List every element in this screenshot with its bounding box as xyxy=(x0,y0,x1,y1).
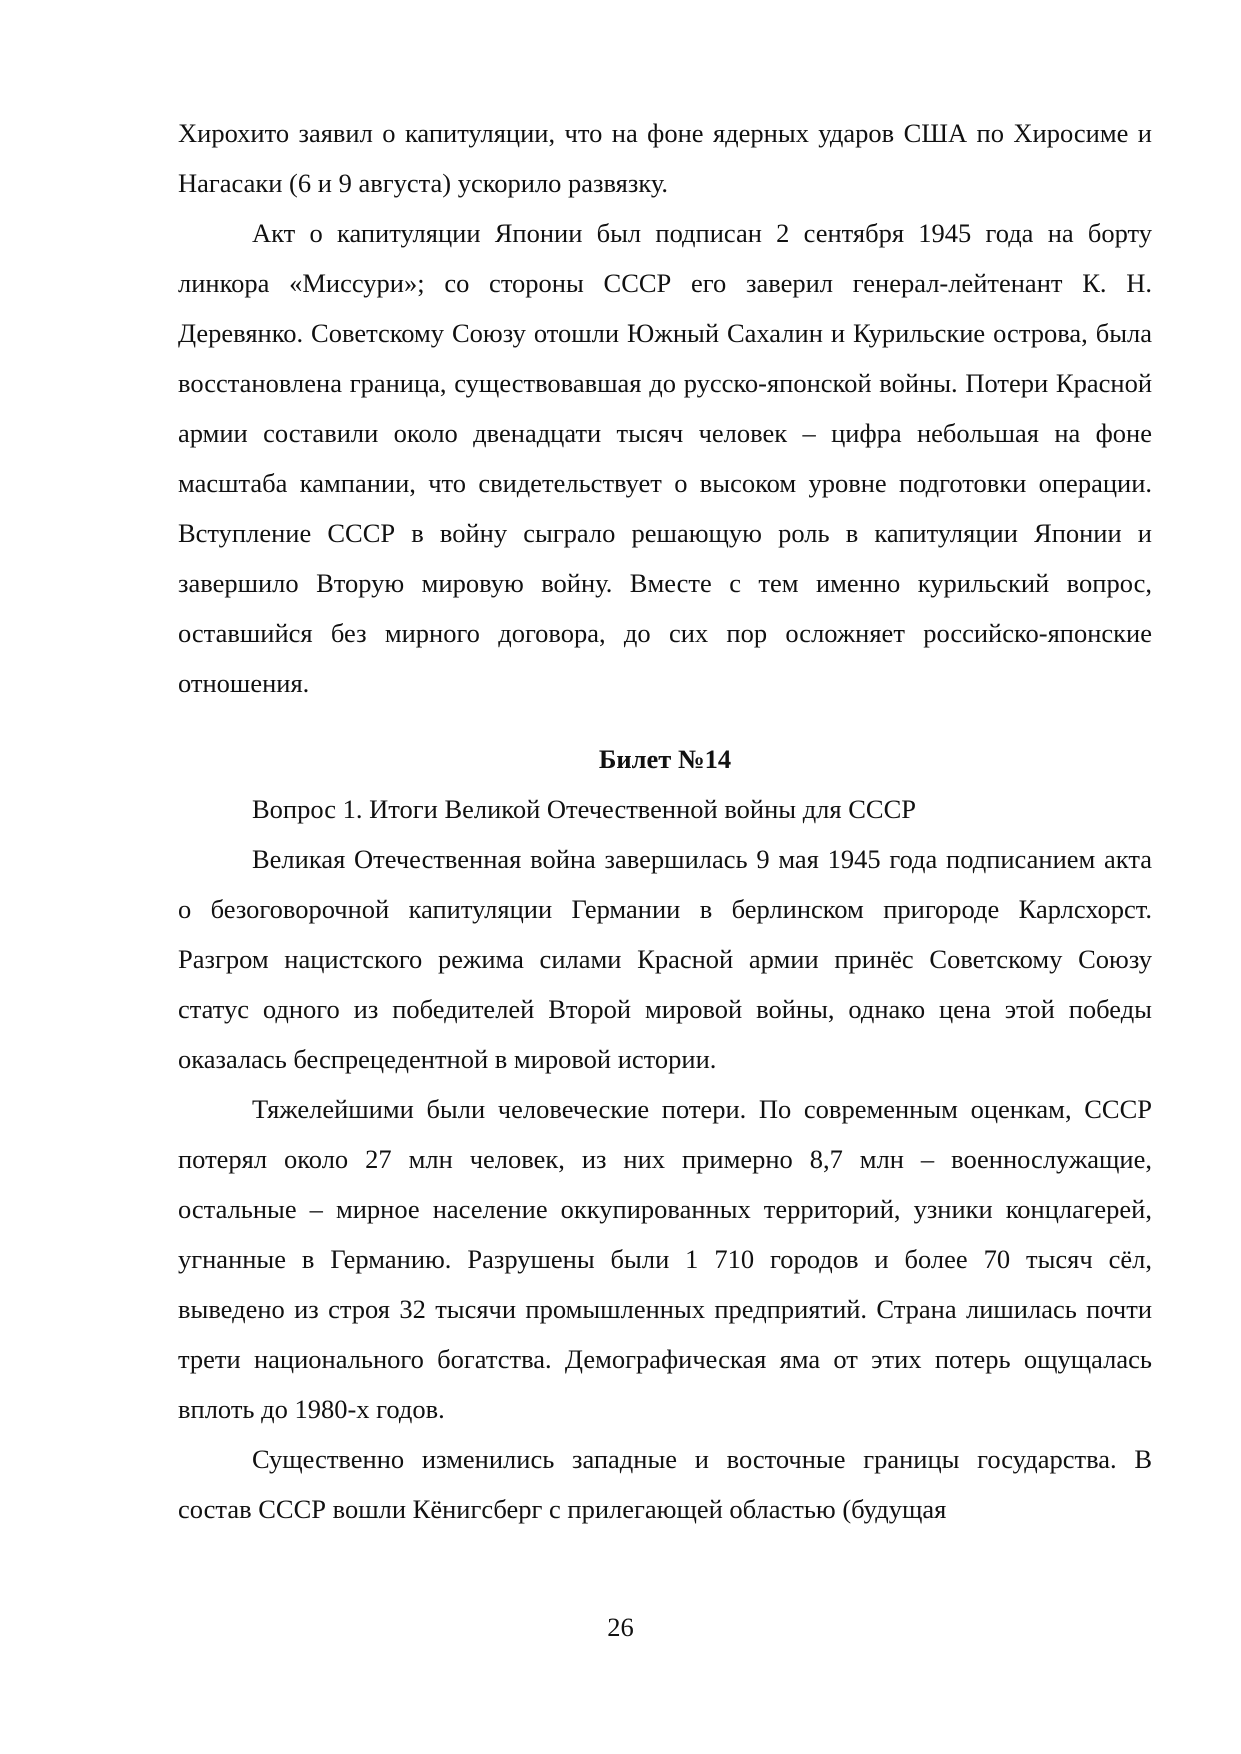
document-page xyxy=(178,108,1152,1534)
paragraph-losses: Тяжелейшими были человеческие потери. По современным оценкам, СССР потерял около 27 млн человек, из них примерно 8,7 млн – военнослужащие, остальные – мирное население оккупированных территорий, узники концлагерей, угнанные в Германию. Разрушены были 1 710 городов и более 70 тысяч сёл, выведено из строя 32 тысячи промышленных предприятий. Страна лишилась почти трети национального богатства. Демографическая яма от этих потерь ощущалась вплоть до 1980-х годов. xyxy=(178,1094,1152,1424)
page-number: 26 xyxy=(607,1612,634,1642)
paragraph-japan-surrender: Акт о капитуляции Японии был подписан 2 сентября 1945 года на борту линкора «Миссури»; со стороны СССР его заверил генерал-лейтенант К. Н. Деревянко. Советскому Союзу отошли Южный Сахалин и Курильские острова, была восстановлена граница, существовавшая до русско-японской войны. Потери Красной армии составили около двенадцати тысяч человек – цифра небольшая на фоне масштаба кампании, что свидетельствует о высоком уровне подготовки операции. Вступление СССР в войну сыграло решающую роль в капитуляции Японии и завершило Вторую мировую войну. Вместе с тем именно курильский вопрос, оставшийся без мирного договора, до сих пор осложняет российско-японские отношения. xyxy=(178,218,1152,698)
paragraph-continued: Хирохито заявил о капитуляции, что на фоне ядерных ударов США по Хиросиме и Нагасаки (6 и 9 августа) ускорило развязку. xyxy=(178,118,1152,198)
question-title: Вопрос 1. Итоги Великой Отечественной войны для СССР xyxy=(252,794,916,824)
paragraph-war-end: Великая Отечественная война завершилась 9 мая 1945 года подписанием акта о безоговорочной капитуляции Германии в берлинском пригороде Карлсхорст. Разгром нацистского режима силами Красной армии принёс Советскому Союзу статус одного из победителей Второй мировой войны, однако цена этой победы оказалась беспрецедентной в мировой истории. xyxy=(178,844,1152,1074)
paragraph-borders: Существенно изменились западные и восточные границы государства. В состав СССР вошли Кёнигсберг с прилегающей областью (будущая xyxy=(178,1444,1152,1524)
ticket-heading: Билет №14 xyxy=(598,744,732,774)
